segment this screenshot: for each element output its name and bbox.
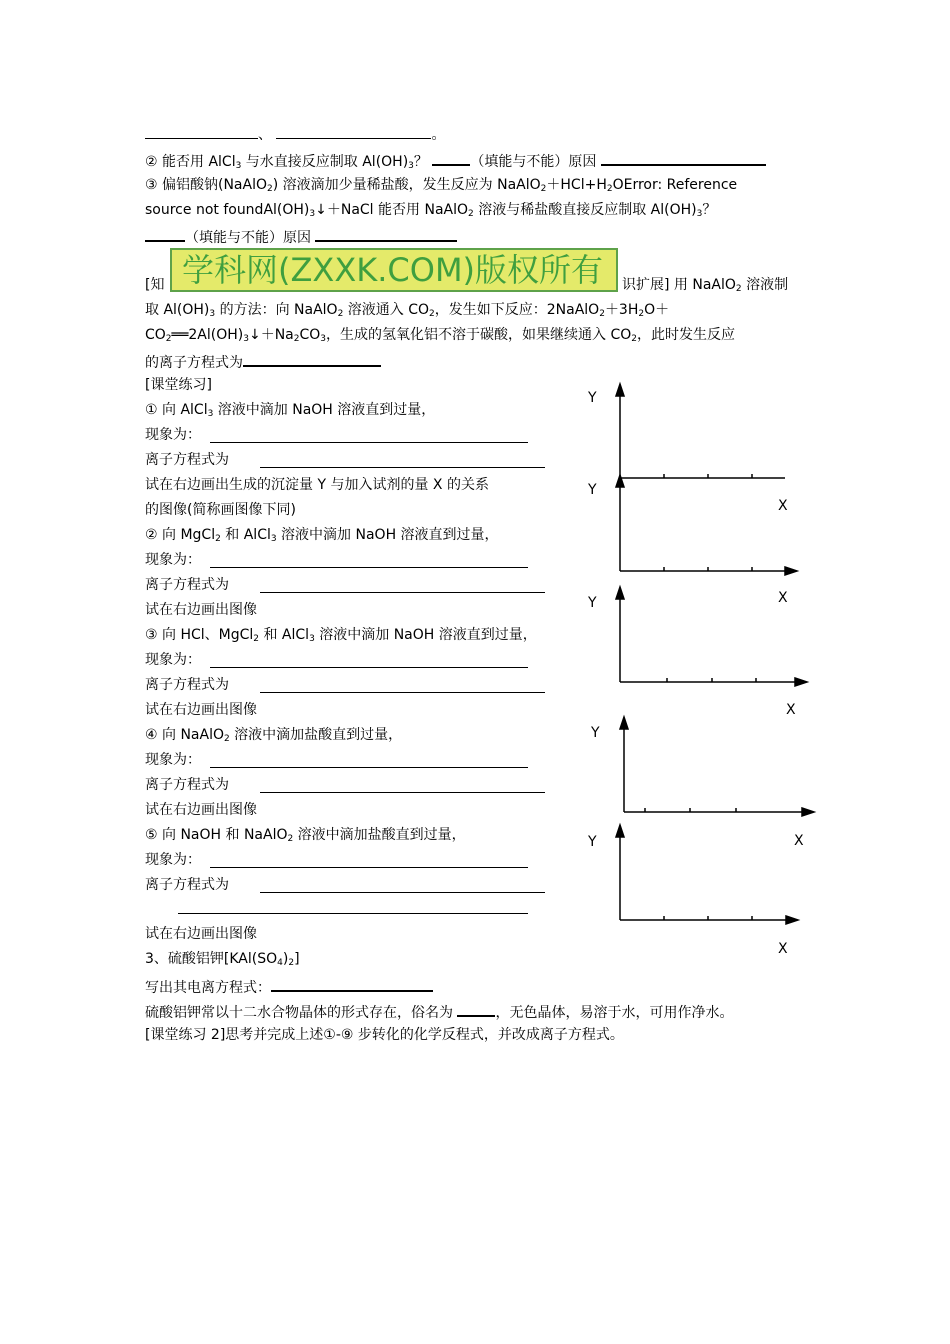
x-axis-label: X — [778, 941, 788, 957]
exercise-4-draw: 试在右边画出图像 — [145, 802, 257, 818]
exercise-4-ionic-eq: 离子方程式为 — [145, 777, 229, 793]
separator: 、 — [258, 127, 272, 143]
exercise-1-phenomenon: 现象为： — [145, 427, 201, 443]
axis-graph-4 — [620, 717, 814, 816]
y-axis-label: Y — [588, 834, 597, 850]
axis-graph-2 — [616, 475, 797, 575]
exercise-4-title: ④ 向 NaAlO$_2$ 溶液中滴加盐酸直到过量， — [145, 727, 403, 744]
section-3-heading: 3、硫酸铝钾$[KAl(SO_4)_2]$ — [145, 951, 300, 968]
axis-graph-5 — [616, 825, 798, 924]
y-axis-label: Y — [588, 595, 597, 611]
exercise-2-phenomenon: 现象为： — [145, 552, 201, 568]
knowledge-ext-line-4: 的离子方程式为 — [145, 351, 381, 372]
question-3-line-3: （填能与不能）原因 — [145, 226, 457, 247]
exercise-3-title: ③ 向 HCl、MgCl$_2$ 和 AlCl$_3$ 溶液中滴加 NaOH 溶液直到过量， — [145, 627, 537, 644]
alum-description-line: 硫酸铝钾常以十二水合物晶体的形式存在，俗名为 ，无色晶体，易溶于水，可用作净水。 — [145, 1001, 733, 1022]
exercise-3-ionic-eq: 离子方程式为 — [145, 677, 229, 693]
knowledge-ext-line-3: $CO_2══2Al(OH)_3↓+Na_2CO_3$，生成的氢氧化铝不溶于碳酸，如果继续通入 $CO_2$，此时发生反应 — [145, 327, 736, 344]
exercise-2-title: ② 向 MgCl$_2$ 和 AlCl$_3$ 溶液中滴加 NaOH 溶液直到过量， — [145, 527, 499, 544]
knowledge-ext-line-2: 取 $Al(OH)_3$ 的方法：向 NaAlO$_2$ 溶液通入 $CO_2$，发生如下反应：$2NaAlO_2+3H_2O+$ — [145, 302, 670, 319]
knowledge-ext-line-1: [知 — [145, 277, 165, 293]
exercise-1-ionic-eq: 离子方程式为 — [145, 452, 229, 468]
exercise-5-ionic-eq: 离子方程式为 — [145, 877, 229, 893]
x-axis-label: X — [778, 498, 788, 514]
y-axis-label: Y — [588, 482, 597, 498]
axis-graph-1 — [616, 384, 785, 478]
knowledge-ext-line-1b: 识扩展] 用 NaAlO$_2$ 溶液制 — [622, 277, 789, 294]
exercise-3-draw: 试在右边画出图像 — [145, 702, 257, 718]
y-axis-label: Y — [591, 725, 600, 741]
exercise-1-draw-1: 试在右边画出生成的沉淀量 Y 与加入试剂的量 X 的关系 — [145, 477, 489, 493]
period: 。 — [431, 127, 446, 143]
exercise-5-title: ⑤ 向 NaOH 和 NaAlO$_2$ 溶液中滴加盐酸直到过量， — [145, 827, 466, 844]
class-exercise-heading: [课堂练习] — [145, 377, 212, 393]
question-3-line-1: ③ 偏铝酸钠(NaAlO$_2$) 溶液滴加少量稀盐酸，发生反应为 $NaAlO_2+HCl+H_2OError$: Reference — [145, 177, 738, 194]
exercise-3-phenomenon: 现象为： — [145, 652, 201, 668]
x-axis-label: X — [786, 702, 796, 718]
ionization-equation-line: 写出其电离方程式： — [145, 976, 433, 997]
exercise-2-ionic-eq: 离子方程式为 — [145, 577, 229, 593]
question-2-line: ② 能否用 AlCl$_3$ 与水直接反应制取 $Al(OH)_3$？ （填能与不能）原因 — [145, 150, 766, 171]
exercise-2-draw: 试在右边画出图像 — [145, 602, 257, 618]
exercise-1-title: ① 向 AlCl$_3$ 溶液中滴加 NaOH 溶液直到过量， — [145, 402, 436, 419]
exercise-5-phenomenon: 现象为： — [145, 852, 201, 868]
question-3-line-2: source not $foundAl(OH)_3↓+NaCl$ 能否用 NaAlO$_2$ 溶液与稀盐酸直接反应制取 $Al(OH)_3$？ — [145, 202, 717, 219]
exercise-4-phenomenon: 现象为： — [145, 752, 201, 768]
x-axis-label: X — [794, 833, 804, 849]
watermark-banner: 学科网(ZXXK.COM)版权所有 — [170, 248, 618, 292]
exercise-5-draw: 试在右边画出图像 — [145, 926, 257, 942]
y-axis-label: Y — [588, 390, 597, 406]
class-exercise-2-line: [课堂练习 2]思考并完成上述①-⑨ 步转化的化学反程式，并改成离子方程式。 — [145, 1027, 624, 1043]
exercise-1-draw-2: 的图像(简称画图像下同) — [145, 502, 296, 518]
x-axis-label: X — [778, 590, 788, 606]
